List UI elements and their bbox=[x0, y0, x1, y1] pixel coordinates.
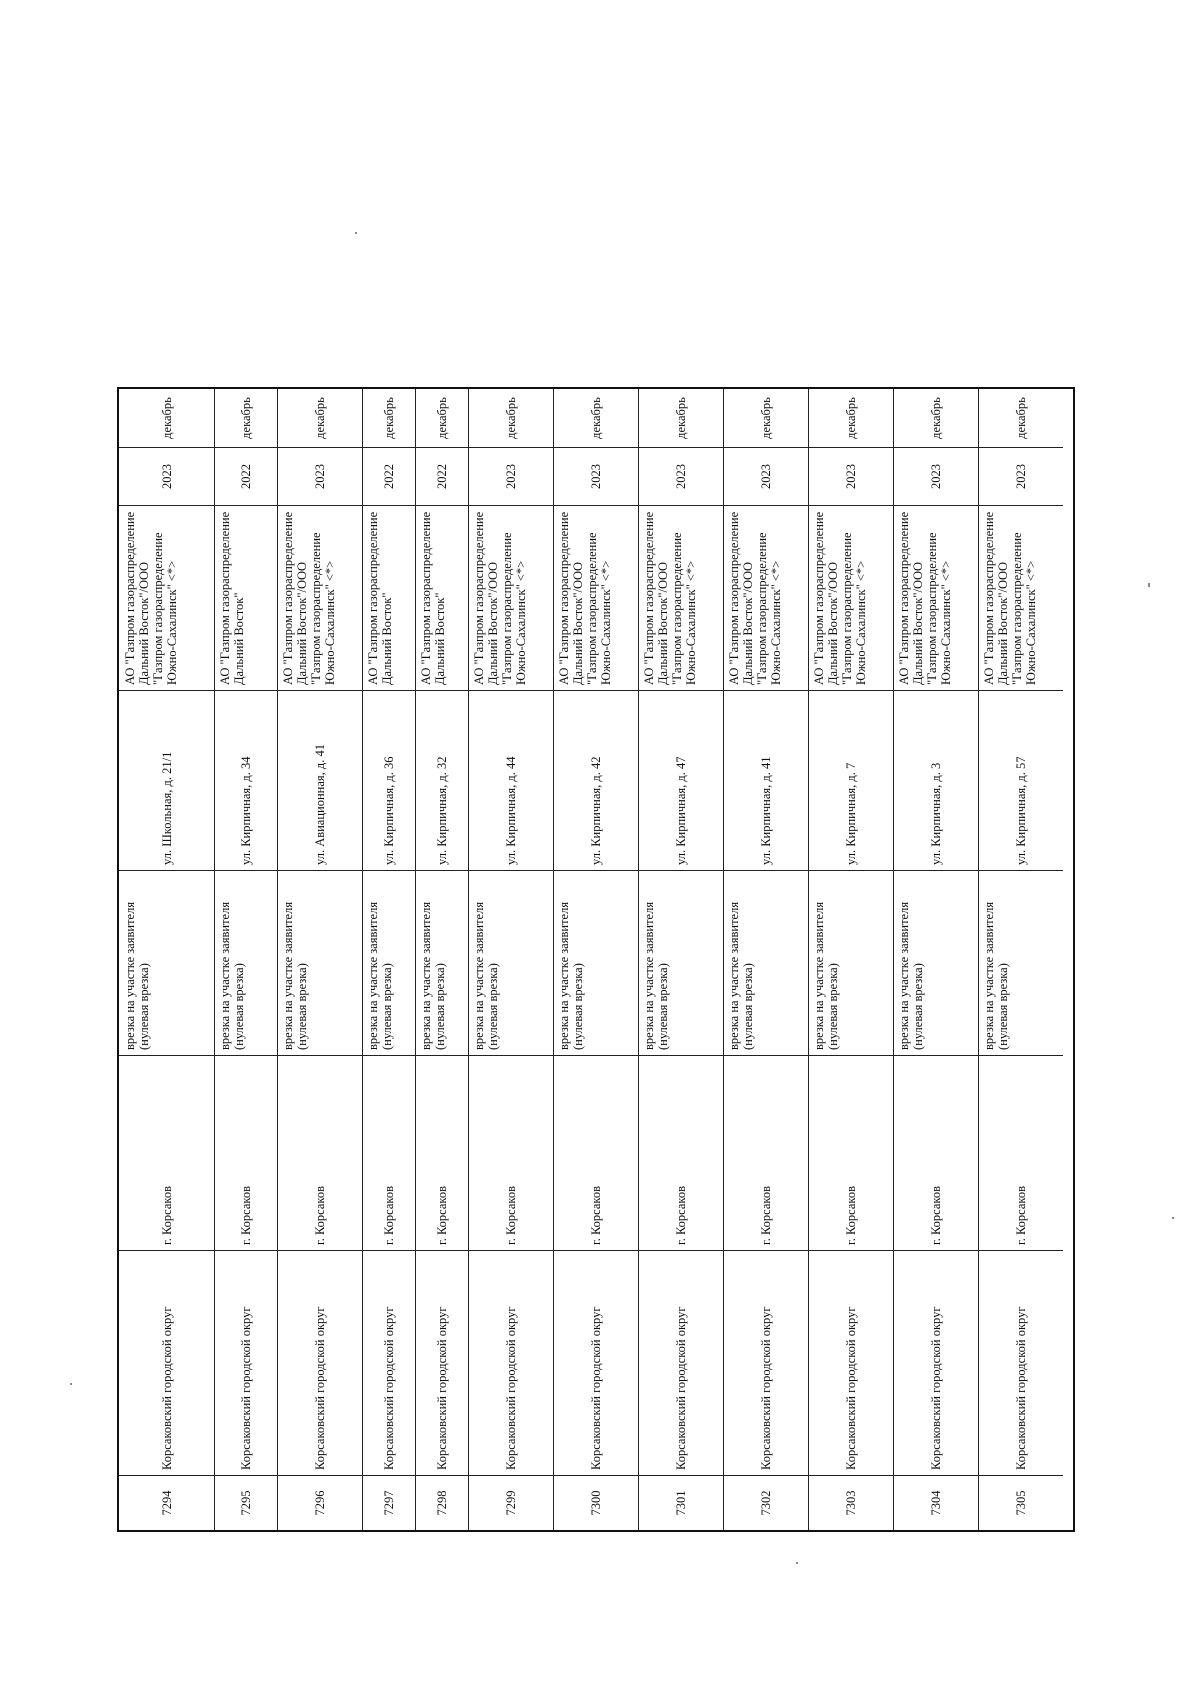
organization-cell-text: АО "Газпром газораспределение Дальний Восток"/ООО "Газпром газораспределение Южно-Сахалинск" <*> bbox=[472, 511, 528, 685]
municipality-cell-text: Корсаковский городской округ bbox=[928, 1306, 943, 1470]
year-cell-text: 2023 bbox=[503, 464, 518, 489]
year-cell bbox=[277, 447, 362, 505]
connection-type-cell bbox=[553, 870, 638, 1055]
locality-cell bbox=[119, 1055, 214, 1250]
organization-cell-text: АО "Газпром газораспределение Дальний Восток" bbox=[366, 511, 394, 685]
connection-type-cell-text: врезка на участке заявителя (нулевая врезка) bbox=[982, 901, 1010, 1050]
table-row bbox=[893, 389, 978, 1530]
month-cell-text: декабрь bbox=[673, 397, 688, 439]
year-cell-text: 2023 bbox=[159, 464, 174, 489]
locality-cell bbox=[638, 1055, 723, 1250]
table-row bbox=[468, 389, 553, 1530]
year-cell bbox=[415, 447, 468, 505]
organization-cell-text: АО "Газпром газораспределение Дальний Восток"/ООО "Газпром газораспределение Южно-Сахалинск" <*> bbox=[812, 511, 868, 685]
table-row bbox=[362, 389, 415, 1530]
connection-type-cell-text: врезка на участке заявителя (нулевая врезка) bbox=[366, 901, 394, 1050]
address-cell-text: ул. Школьная, д. 21/1 bbox=[159, 751, 174, 865]
locality-cell bbox=[214, 1055, 277, 1250]
locality-cell-text: г. Корсаков bbox=[159, 1185, 174, 1245]
row-number-text: 7298 bbox=[434, 1490, 449, 1516]
address-cell bbox=[723, 690, 808, 870]
address-cell bbox=[362, 690, 415, 870]
row-number-text: 7296 bbox=[312, 1490, 327, 1516]
address-cell bbox=[119, 690, 214, 870]
municipality-cell bbox=[214, 1250, 277, 1475]
year-cell-text: 2023 bbox=[588, 464, 603, 489]
row-number bbox=[119, 1475, 214, 1530]
locality-cell bbox=[362, 1055, 415, 1250]
locality-cell-text: г. Корсаков bbox=[434, 1185, 449, 1245]
municipality-cell-text: Корсаковский городской округ bbox=[159, 1306, 174, 1470]
organization-cell-text: АО "Газпром газораспределение Дальний Восток"/ООО "Газпром газораспределение Южно-Сахалинск" <*> bbox=[897, 511, 953, 685]
municipality-cell bbox=[362, 1250, 415, 1475]
connection-type-cell bbox=[277, 870, 362, 1055]
locality-cell bbox=[415, 1055, 468, 1250]
address-cell bbox=[553, 690, 638, 870]
month-cell bbox=[978, 389, 1063, 447]
municipality-cell bbox=[638, 1250, 723, 1475]
month-cell-text: декабрь bbox=[381, 397, 396, 439]
row-number-text: 7304 bbox=[928, 1490, 943, 1516]
row-number bbox=[553, 1475, 638, 1530]
locality-cell bbox=[808, 1055, 893, 1250]
row-number-text: 7294 bbox=[159, 1490, 174, 1516]
row-number bbox=[978, 1475, 1063, 1530]
connection-type-cell-text: врезка на участке заявителя (нулевая врезка) bbox=[472, 901, 500, 1050]
organization-cell bbox=[415, 505, 468, 690]
connection-type-cell-text: врезка на участке заявителя (нулевая врезка) bbox=[123, 901, 151, 1050]
organization-cell bbox=[214, 505, 277, 690]
connection-type-cell bbox=[362, 870, 415, 1055]
month-cell-text: декабрь bbox=[159, 397, 174, 439]
locality-cell-text: г. Корсаков bbox=[758, 1185, 773, 1245]
year-cell bbox=[978, 447, 1063, 505]
connection-type-cell bbox=[723, 870, 808, 1055]
month-cell-text: декабрь bbox=[588, 397, 603, 439]
connection-type-cell-text: врезка на участке заявителя (нулевая врезка) bbox=[281, 901, 309, 1050]
year-cell bbox=[723, 447, 808, 505]
connection-type-cell-text: врезка на участке заявителя (нулевая врезка) bbox=[419, 901, 447, 1050]
address-cell-text: ул. Кирпичная, д. 42 bbox=[588, 756, 603, 865]
row-number-text: 7299 bbox=[503, 1490, 518, 1516]
table-row bbox=[214, 389, 277, 1530]
address-cell bbox=[893, 690, 978, 870]
month-cell-text: декабрь bbox=[238, 397, 253, 439]
month-cell bbox=[723, 389, 808, 447]
connection-type-cell bbox=[808, 870, 893, 1055]
year-cell-text: 2023 bbox=[312, 464, 327, 489]
connection-type-cell-text: врезка на участке заявителя (нулевая врезка) bbox=[642, 901, 670, 1050]
address-cell bbox=[415, 690, 468, 870]
municipality-cell-text: Корсаковский городской округ bbox=[503, 1306, 518, 1470]
organization-cell bbox=[638, 505, 723, 690]
organization-cell-text: АО "Газпром газораспределение Дальний Восток" bbox=[218, 511, 246, 685]
month-cell-text: декабрь bbox=[843, 397, 858, 439]
month-cell-text: декабрь bbox=[758, 397, 773, 439]
locality-cell-text: г. Корсаков bbox=[312, 1185, 327, 1245]
year-cell bbox=[808, 447, 893, 505]
year-cell bbox=[893, 447, 978, 505]
municipality-cell bbox=[808, 1250, 893, 1475]
table-row bbox=[415, 389, 468, 1530]
locality-cell-text: г. Корсаков bbox=[503, 1185, 518, 1245]
year-cell-text: 2022 bbox=[238, 464, 253, 489]
month-cell bbox=[808, 389, 893, 447]
connection-type-cell bbox=[468, 870, 553, 1055]
connection-type-cell bbox=[119, 870, 214, 1055]
organization-cell-text: АО "Газпром газораспределение Дальний Восток"/ООО "Газпром газораспределение Южно-Сахалинск" <*> bbox=[727, 511, 783, 685]
locality-cell-text: г. Корсаков bbox=[381, 1185, 396, 1245]
year-cell-text: 2023 bbox=[1013, 464, 1028, 489]
scan-speck bbox=[70, 1383, 72, 1385]
locality-cell-text: г. Корсаков bbox=[1013, 1185, 1028, 1245]
row-number-text: 7301 bbox=[673, 1490, 688, 1516]
month-cell-text: декабрь bbox=[434, 397, 449, 439]
month-cell bbox=[362, 389, 415, 447]
address-cell-text: ул. Кирпичная, д. 32 bbox=[434, 756, 449, 865]
year-cell-text: 2023 bbox=[673, 464, 688, 489]
organization-cell bbox=[808, 505, 893, 690]
connection-type-cell-text: врезка на участке заявителя (нулевая врезка) bbox=[897, 901, 925, 1050]
locality-cell-text: г. Корсаков bbox=[588, 1185, 603, 1245]
connection-type-cell-text: врезка на участке заявителя (нулевая врезка) bbox=[727, 901, 755, 1050]
table-row bbox=[553, 389, 638, 1530]
row-number bbox=[638, 1475, 723, 1530]
gasification-table bbox=[117, 387, 1075, 1532]
address-cell-text: ул. Авиационная, д. 41 bbox=[312, 743, 327, 865]
year-cell-text: 2023 bbox=[758, 464, 773, 489]
year-cell-text: 2023 bbox=[928, 464, 943, 489]
organization-cell-text: АО "Газпром газораспределение Дальний Восток"/ООО "Газпром газораспределение Южно-Сахалинск" <*> bbox=[982, 511, 1038, 685]
organization-cell bbox=[277, 505, 362, 690]
locality-cell bbox=[277, 1055, 362, 1250]
municipality-cell-text: Корсаковский городской округ bbox=[588, 1306, 603, 1470]
year-cell bbox=[119, 447, 214, 505]
municipality-cell-text: Корсаковский городской округ bbox=[843, 1306, 858, 1470]
row-number-text: 7305 bbox=[1013, 1490, 1028, 1516]
table-row bbox=[277, 389, 362, 1530]
table-row bbox=[119, 389, 214, 1530]
address-cell-text: ул. Кирпичная, д. 41 bbox=[758, 756, 773, 865]
row-number-text: 7300 bbox=[588, 1490, 603, 1516]
address-cell-text: ул. Кирпичная, д. 34 bbox=[238, 756, 253, 865]
row-number bbox=[723, 1475, 808, 1530]
month-cell bbox=[214, 389, 277, 447]
organization-cell-text: АО "Газпром газораспределение Дальний Восток" bbox=[419, 511, 447, 685]
month-cell bbox=[415, 389, 468, 447]
municipality-cell-text: Корсаковский городской округ bbox=[381, 1306, 396, 1470]
organization-cell bbox=[468, 505, 553, 690]
row-number-text: 7297 bbox=[381, 1490, 396, 1516]
year-cell bbox=[214, 447, 277, 505]
address-cell-text: ул. Кирпичная, д. 7 bbox=[843, 762, 858, 865]
municipality-cell bbox=[723, 1250, 808, 1475]
scan-speck bbox=[1148, 583, 1150, 587]
address-cell-text: ул. Кирпичная, д. 36 bbox=[381, 756, 396, 865]
organization-cell bbox=[119, 505, 214, 690]
locality-cell-text: г. Корсаков bbox=[843, 1185, 858, 1245]
table-row bbox=[723, 389, 808, 1530]
locality-cell bbox=[723, 1055, 808, 1250]
month-cell-text: декабрь bbox=[928, 397, 943, 439]
municipality-cell bbox=[893, 1250, 978, 1475]
locality-cell bbox=[468, 1055, 553, 1250]
municipality-cell bbox=[119, 1250, 214, 1475]
row-number bbox=[214, 1475, 277, 1530]
table-row bbox=[808, 389, 893, 1530]
organization-cell bbox=[553, 505, 638, 690]
month-cell-text: декабрь bbox=[312, 397, 327, 439]
address-cell bbox=[808, 690, 893, 870]
connection-type-cell bbox=[214, 870, 277, 1055]
organization-cell-text: АО "Газпром газораспределение Дальний Восток"/ООО "Газпром газораспределение Южно-Сахалинск" <*> bbox=[557, 511, 613, 685]
table-row bbox=[978, 389, 1063, 1530]
address-cell-text: ул. Кирпичная, д. 3 bbox=[928, 762, 943, 865]
organization-cell-text: АО "Газпром газораспределение Дальний Восток"/ООО "Газпром газораспределение Южно-Сахалинск" <*> bbox=[642, 511, 698, 685]
connection-type-cell bbox=[638, 870, 723, 1055]
address-cell-text: ул. Кирпичная, д. 44 bbox=[503, 756, 518, 865]
month-cell bbox=[638, 389, 723, 447]
locality-cell-text: г. Корсаков bbox=[928, 1185, 943, 1245]
organization-cell-text: АО "Газпром газораспределение Дальний Восток"/ООО "Газпром газораспределение Южно-Сахалинск" <*> bbox=[123, 511, 179, 685]
organization-cell bbox=[893, 505, 978, 690]
connection-type-cell-text: врезка на участке заявителя (нулевая врезка) bbox=[557, 901, 585, 1050]
year-cell bbox=[362, 447, 415, 505]
organization-cell bbox=[362, 505, 415, 690]
year-cell-text: 2022 bbox=[381, 464, 396, 489]
scan-speck bbox=[1172, 1217, 1174, 1219]
year-cell-text: 2022 bbox=[434, 464, 449, 489]
month-cell-text: декабрь bbox=[503, 397, 518, 439]
locality-cell bbox=[893, 1055, 978, 1250]
row-number-text: 7295 bbox=[238, 1490, 253, 1516]
row-number bbox=[415, 1475, 468, 1530]
organization-cell-text: АО "Газпром газораспределение Дальний Восток"/ООО "Газпром газораспределение Южно-Сахалинск" <*> bbox=[281, 511, 337, 685]
municipality-cell bbox=[978, 1250, 1063, 1475]
address-cell-text: ул. Кирпичная, д. 47 bbox=[673, 756, 688, 865]
municipality-cell bbox=[277, 1250, 362, 1475]
row-number bbox=[893, 1475, 978, 1530]
row-number bbox=[277, 1475, 362, 1530]
connection-type-cell bbox=[893, 870, 978, 1055]
connection-type-cell bbox=[415, 870, 468, 1055]
row-number bbox=[468, 1475, 553, 1530]
address-cell-text: ул. Кирпичная, д. 57 bbox=[1013, 756, 1028, 865]
organization-cell bbox=[723, 505, 808, 690]
connection-type-cell-text: врезка на участке заявителя (нулевая врезка) bbox=[812, 901, 840, 1050]
year-cell bbox=[638, 447, 723, 505]
row-number bbox=[808, 1475, 893, 1530]
row-number bbox=[362, 1475, 415, 1530]
row-number-text: 7302 bbox=[758, 1490, 773, 1516]
row-number-text: 7303 bbox=[843, 1490, 858, 1516]
scan-speck bbox=[355, 232, 357, 234]
connection-type-cell-text: врезка на участке заявителя (нулевая врезка) bbox=[218, 901, 246, 1050]
year-cell bbox=[553, 447, 638, 505]
organization-cell bbox=[978, 505, 1063, 690]
scan-speck bbox=[796, 1562, 798, 1564]
municipality-cell-text: Корсаковский городской округ bbox=[758, 1306, 773, 1470]
address-cell bbox=[978, 690, 1063, 870]
month-cell bbox=[468, 389, 553, 447]
municipality-cell-text: Корсаковский городской округ bbox=[312, 1306, 327, 1470]
municipality-cell-text: Корсаковский городской округ bbox=[238, 1306, 253, 1470]
address-cell bbox=[277, 690, 362, 870]
locality-cell-text: г. Корсаков bbox=[673, 1185, 688, 1245]
month-cell bbox=[553, 389, 638, 447]
municipality-cell bbox=[553, 1250, 638, 1475]
municipality-cell-text: Корсаковский городской округ bbox=[1013, 1306, 1028, 1470]
municipality-cell-text: Корсаковский городской округ bbox=[673, 1306, 688, 1470]
address-cell bbox=[638, 690, 723, 870]
locality-cell bbox=[553, 1055, 638, 1250]
year-cell bbox=[468, 447, 553, 505]
month-cell bbox=[277, 389, 362, 447]
table-row bbox=[638, 389, 723, 1530]
year-cell-text: 2023 bbox=[843, 464, 858, 489]
address-cell bbox=[468, 690, 553, 870]
locality-cell-text: г. Корсаков bbox=[238, 1185, 253, 1245]
connection-type-cell bbox=[978, 870, 1063, 1055]
municipality-cell-text: Корсаковский городской округ bbox=[434, 1306, 449, 1470]
municipality-cell bbox=[415, 1250, 468, 1475]
month-cell bbox=[893, 389, 978, 447]
address-cell bbox=[214, 690, 277, 870]
locality-cell bbox=[978, 1055, 1063, 1250]
month-cell-text: декабрь bbox=[1013, 397, 1028, 439]
month-cell bbox=[119, 389, 214, 447]
municipality-cell bbox=[468, 1250, 553, 1475]
